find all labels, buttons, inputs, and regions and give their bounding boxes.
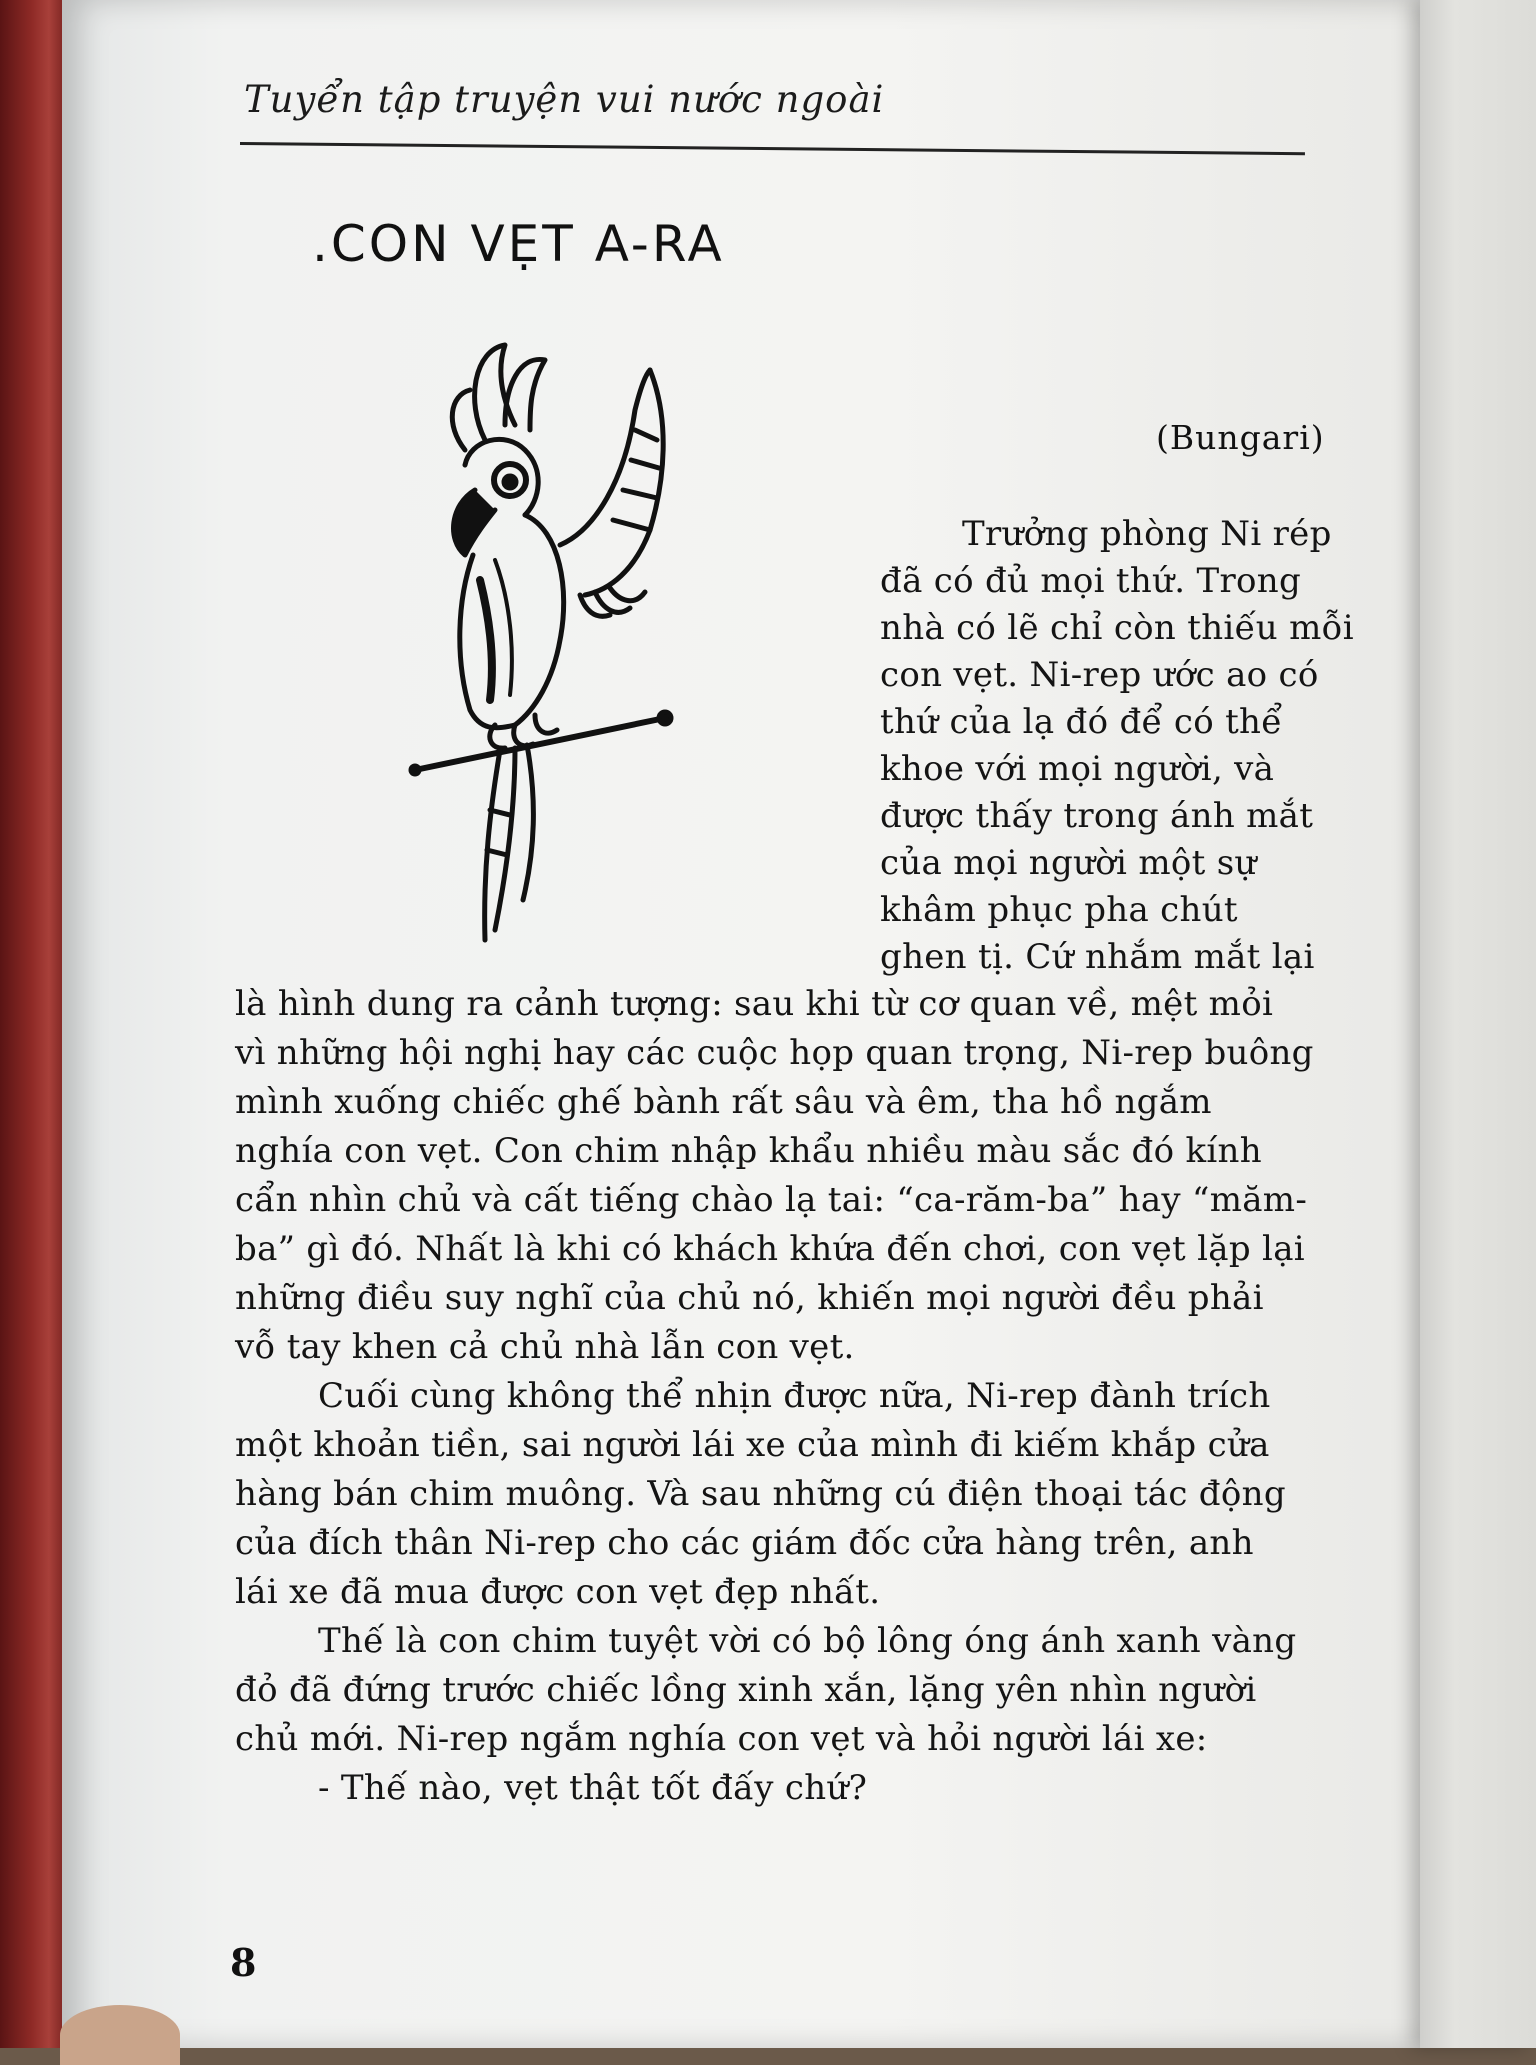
text-line: Trưởng phòng Ni rép xyxy=(962,514,1332,554)
text-line: của đích thân Ni-rep cho các giám đốc cửa hàng trên, anh xyxy=(235,1523,1254,1563)
text-line: được thấy trong ánh mắt xyxy=(880,796,1314,836)
book-spine xyxy=(0,0,70,2048)
text-line: cẩn nhìn chủ và cất tiếng chào lạ tai: “ca-răm-ba” hay “măm- xyxy=(235,1180,1308,1220)
text-line: Thế là con chim tuyệt vời có bộ lông óng ánh xanh vàng xyxy=(318,1621,1297,1661)
text-line: - Thế nào, vẹt thật tốt đấy chứ? xyxy=(318,1768,868,1808)
text-line: nghía con vẹt. Con chim nhập khẩu nhiều màu sắc đó kính xyxy=(235,1131,1262,1171)
text-line: ba” gì đó. Nhất là khi có khách khứa đến chơi, con vẹt lặp lại xyxy=(235,1229,1305,1269)
story-source: (Bungari) xyxy=(1156,418,1325,457)
text-line: của mọi người một sự xyxy=(880,843,1257,883)
parrot-icon xyxy=(395,330,735,950)
text-line: lái xe đã mua được con vẹt đẹp nhất. xyxy=(235,1572,881,1612)
text-line: nhà có lẽ chỉ còn thiếu mỗi xyxy=(880,608,1354,648)
text-line: mình xuống chiếc ghế bành rất sâu và êm, tha hồ ngắm xyxy=(235,1082,1212,1122)
running-header: Tuyển tập truyện vui nước ngoài xyxy=(244,78,885,121)
story-title: .CON VẸT A-RA xyxy=(312,215,725,273)
text-line: vì những hội nghị hay các cuộc họp quan trọng, Ni-rep buông xyxy=(235,1033,1314,1073)
text-line: những điều suy nghĩ của chủ nó, khiến mọi người đều phải xyxy=(235,1278,1264,1318)
text-line: Cuối cùng không thể nhịn được nữa, Ni-rep đành trích xyxy=(318,1376,1271,1416)
text-line: khâm phục pha chút xyxy=(880,890,1238,930)
text-line: đã có đủ mọi thứ. Trong xyxy=(880,561,1302,601)
text-line: khoe với mọi người, và xyxy=(880,749,1275,789)
text-line: vỗ tay khen cả chủ nhà lẫn con vẹt. xyxy=(235,1327,855,1367)
text-line: đỏ đã đứng trước chiếc lồng xinh xắn, lặng yên nhìn người xyxy=(235,1670,1257,1710)
facing-page-edge xyxy=(1420,0,1536,2048)
text-line: một khoản tiền, sai người lái xe của mình đi kiếm khắp cửa xyxy=(235,1425,1270,1465)
text-line: hàng bán chim muông. Và sau những cú điện thoại tác động xyxy=(235,1474,1286,1514)
text-line: thứ của lạ đó để có thể xyxy=(880,702,1283,742)
thumb xyxy=(60,2005,180,2065)
text-line: ghen tị. Cứ nhắm mắt lại xyxy=(880,937,1315,977)
text-line: chủ mới. Ni-rep ngắm nghía con vẹt và hỏi người lái xe: xyxy=(235,1719,1208,1759)
text-line: con vẹt. Ni-rep ước ao có xyxy=(880,655,1319,695)
text-line: là hình dung ra cảnh tượng: sau khi từ cơ quan về, mệt mỏi xyxy=(235,984,1274,1024)
page-number: 8 xyxy=(230,1940,257,1985)
